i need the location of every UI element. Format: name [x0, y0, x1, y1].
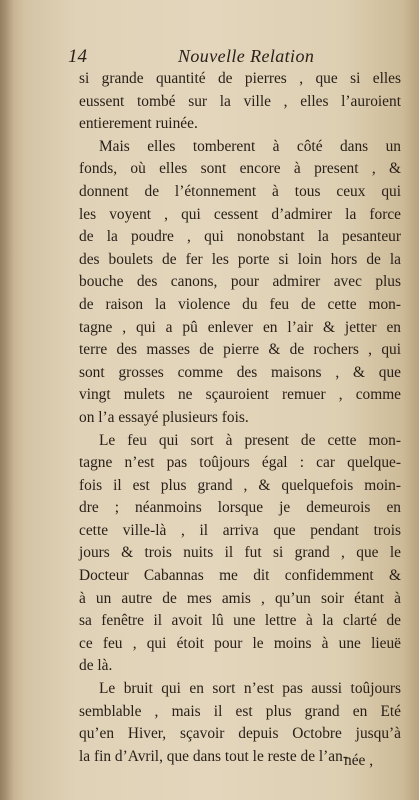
text-line: ce feu , qui étoit pour le moins à une lieuë [79, 634, 401, 652]
text-line: fonds, où elles sont encore à present , & [79, 160, 401, 178]
page-number: 14 [68, 46, 87, 67]
text-line: Le feu qui sort à present de cette mon- [99, 431, 401, 449]
text-line: semblable , mais il est plus grand en Eté [79, 702, 401, 720]
text-line: si grande quantité de pierres , que si elles [79, 70, 401, 87]
text-line: jours & trois nuits il fut si grand , que le [79, 544, 401, 562]
text-line: tagne , qui a pû enlever en l’air & jetter en [79, 318, 401, 336]
text-line: on l’a essayé plusieurs fois. [79, 408, 249, 426]
text-line: Docteur Cabannas me dit confidemment & [79, 567, 401, 585]
paragraph [79, 68, 401, 136]
text-line: bouche des canons, pour admirer avec plus [79, 273, 401, 291]
text-line: de la poudre , qui nonobstant la pesanteur [79, 228, 401, 246]
text-line: cette ville-là , il arriva que pendant trois [79, 521, 401, 539]
text-line: terre des masses de pierre & de rochers , qui [79, 341, 401, 359]
text-line: donnent de l’étonnement à tous ceux qui [79, 182, 401, 200]
text-line: Mais elles tomberent à côté dans un [99, 137, 401, 155]
text-line: la fin d’Avril, que dans tout le reste de l’an- [79, 747, 348, 765]
page-header [68, 44, 400, 70]
text-line: sont grosses comme des maisons , & que [79, 363, 401, 381]
text-line: fois il est plus grand , & quelquefois moin- [79, 476, 401, 494]
paragraph [79, 430, 401, 679]
text-line: sa fenêtre il avoit lû une lettre à la clarté de [79, 612, 401, 630]
catchword: née , [344, 752, 374, 769]
text-line: entierement ruinée. [79, 115, 198, 133]
text-line: vingt mulets ne sçauroient remuer , comme [79, 386, 401, 404]
text-line: Le bruit qui en sort n’est pas aussi toûjours [99, 680, 401, 698]
text-line: eussent tombé sur la ville , elles l’auroient [79, 92, 401, 110]
text-line: à un autre de mes amis , qu’un soir étant à [79, 589, 401, 607]
text-line: dre ; néanmoins lorsque je demeurois en [79, 499, 401, 517]
binding-shadow [0, 0, 14, 800]
text-line: des boulets de fer les porte si loin hors de la [79, 250, 401, 268]
paragraph [79, 136, 401, 430]
body-text [79, 68, 401, 768]
text-line: tagne n’est pas toûjours égal : car quelque- [79, 454, 401, 472]
text-line: de là. [79, 657, 113, 675]
running-head: Nouvelle Relation [178, 46, 315, 66]
text-line: de raison la violence du feu de cette mon- [79, 295, 401, 313]
text-line: qu’en Hiver, sçavoir depuis Octobre jusqu’à [79, 725, 401, 743]
text-line: les voyent , qui cessent d’admirer la force [79, 205, 401, 223]
